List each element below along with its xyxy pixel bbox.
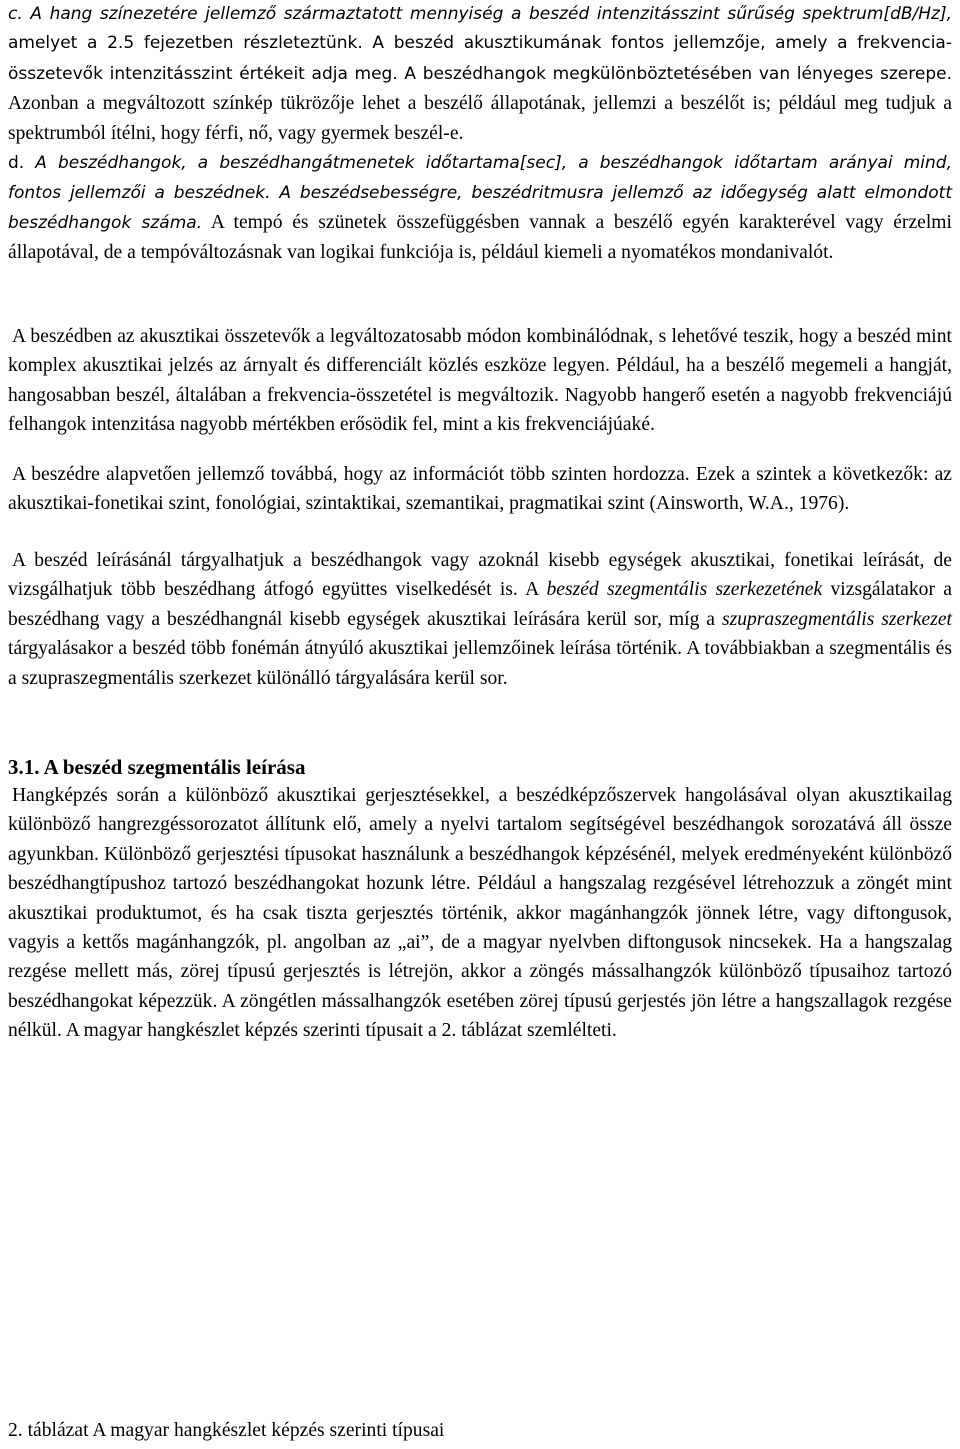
p4-text-a: A beszéd leírásánál tárgyalhatjuk a beszédhangok vagy azoknál kisebb egységek akusztikai, fonetikai leírását, de vizsgálhatjuk több beszédhang átfogó együttes viselkedését is. A	[8, 550, 952, 601]
item-d-italic: A beszédhangok, a beszédhangátmenetek időtartama[sec], a beszédhangok időtartam arányai mind, fontos jellemzői a beszédnek. A beszédsebességre, beszédritmusra jellemző az időegység alatt elmondott beszédhangok száma.	[8, 153, 952, 234]
item-d-text: A tempó és szünetek összefüggésben vannak a beszélő egyén karakterével vagy érzelmi állapotával, de a tempóváltozásnak van logikai funkciója is, például kiemeli a nyomatékos mondanivalót.	[8, 212, 952, 264]
p4-text-e: tárgyalásakor a beszéd több fonémán átnyúló akusztikai jellemzőinek leírása történik. A továbbiakban a szegmentális és a szupraszegmentális szerkezet különálló tárgyalására kerül sor.	[8, 638, 952, 689]
paragraph-information-levels: A beszédre alapvetően jellemző továbbá, hogy az információt több szinten hordozza. Ezek a szintek a következők: az akusztikai-fonetikai szint, fonológiai, szintaktikai, szemantikai, pragmatikai szint (Ainsworth, W.A., 1976).	[8, 464, 952, 515]
section-heading: 3.1. A beszéd szegmentális leírása	[8, 755, 306, 779]
paragraph-segmental-description	[8, 546, 952, 693]
item-c-text: amelyet a 2.5 fejezetben részleteztünk. A beszéd akusztikumának fontos jellemzője, amely a frekvencia-összetevők intenzitásszint értékeit adja meg. A beszédhangok megkülönböztetésében van lényeges szerepe.	[8, 33, 952, 84]
p4-text-c: vizsgálatakor a beszédhang vagy a beszédhangnál kisebb egységek akusztikai leírására kerül sor, míg a	[8, 579, 953, 630]
table-caption: 2. táblázat A magyar hangkészlet képzés szerinti típusai	[8, 1420, 445, 1441]
paragraph-acoustic-components: A beszédben az akusztikai összetevők a legváltozatosabb módon kombinálódnak, s lehetővé teszik, hogy a beszéd mint komplex akusztikai jelzés az árnyalt és differenciált közlés eszköze legyen. Például, ha a beszélő megemeli a hangját, hangosabban beszél, általában a frekvencia-összetétel is megváltozik. Nagyobb hangerő esetén a nagyobb frekvenciájú felhangok intenzitása nagyobb mértékben erősödik fel, mint a kis frekvenciájúaké.	[8, 326, 952, 436]
paragraph-c-d	[8, 0, 952, 269]
paragraph-sound-production: Hangképzés során a különböző akusztikai gerjesztésekkel, a beszédképzőszervek hangolásával olyan akusztikailag különböző hangrezgéssorozatot állítunk elő, amely a nyelvi tartalom segítségével beszédhangok sorozatává áll össze agyunkban. Különböző gerjesztési típusokat használunk a beszédhangok képzésénél, melyek eredményeként különböző beszédhangtípushoz tartozó beszédhangokat hozunk létre. Például a hangszalag rezgésével létrehozzuk a zöngét mint akusztikai produktumot, és ha csak tiszta gerjesztés történik, akkor magánhangzók jönnek létre, vagy diftongusok, vagyis a kettős magánhangzók, pl. angolban az „ai”, de a magyar nyelvben diftongusok nincsekek. Ha a hangszalag rezgése mellett más, zörej típusú gerjesztés is létrejön, akkor a zöngés mássalhangzók különböző típusaihoz tartozó beszédhangokat képezzük. A zöngétlen mássalhangzók esetében zörej típusú gerjestés jön létre a hangszallagok rezgése nélkül. A magyar hangkészlet képzés szerinti típusait a 2. táblázat szemlélteti.	[8, 785, 952, 1042]
p4-italic-segmental: beszéd szegmentális szerkezetének	[546, 579, 823, 601]
p4-italic-suprasegmental: szupraszegmentális szerkezet	[721, 608, 952, 630]
item-c-italic: c. A hang színezetére jellemző származtatott mennyiség a beszéd intenzitásszint sűrűség spektrum[dB/Hz],	[8, 4, 952, 24]
item-d-label: d.	[8, 153, 25, 174]
item-c-serif-text: Azonban a megváltozott színkép tükrözője lehet a beszélő állapotának, jellemzi a beszélőt is; például meg tudjuk a spektrumból ítélni, hogy férfi, nő, vagy gyermek beszél-e.	[8, 92, 952, 145]
